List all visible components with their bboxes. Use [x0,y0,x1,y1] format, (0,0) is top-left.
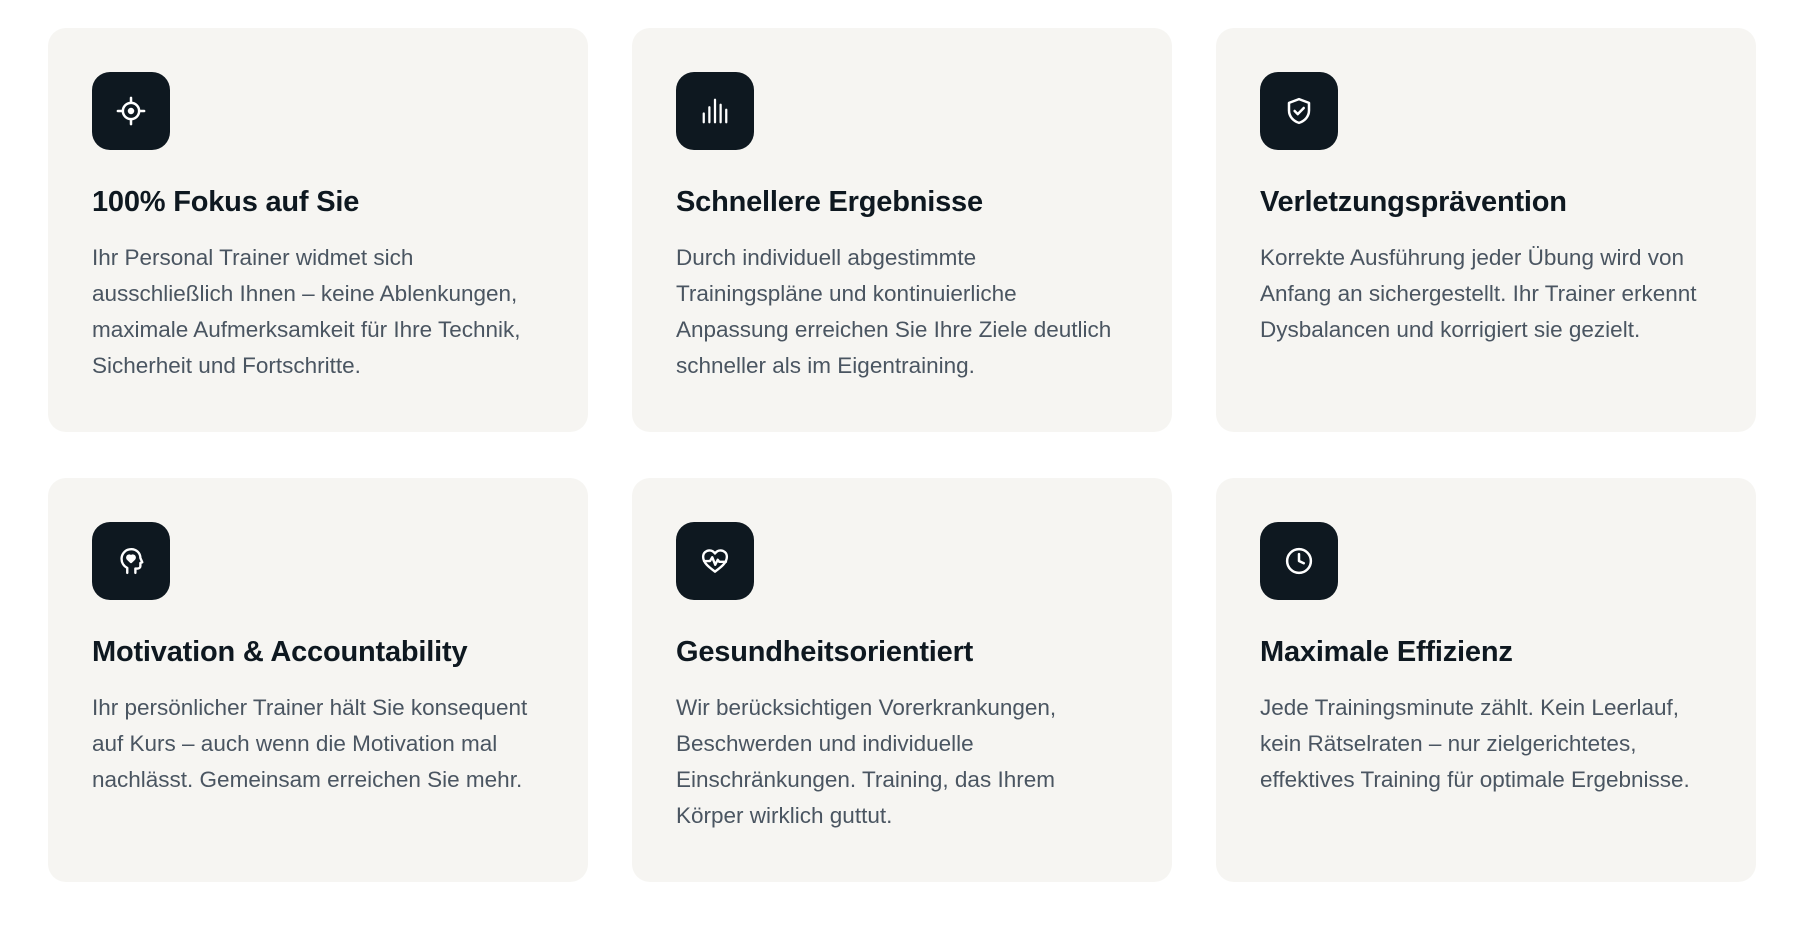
crosshair-icon [92,72,170,150]
feature-description: Wir berücksichtigen Vorerkrankungen, Beschwerden und individuelle Einschränkungen. Training, das Ihrem Körper wirklich guttut. [676,695,1057,828]
feature-title: Schnellere Ergebnisse [676,186,983,218]
feature-description: Ihr persönlicher Trainer hält Sie konsequent auf Kurs – auch wenn die Motivation mal nachlässt. Gemeinsam erreichen Sie mehr. [92,695,528,792]
feature-description: Durch individuell abgestimmte Trainingspläne und kontinuierliche Anpassung erreichen Sie Ihre Ziele deutlich schneller als im Eigentraining. [676,245,1112,378]
shield-check-icon [1260,72,1338,150]
feature-card-motivation [48,478,588,882]
bar-chart-icon [676,72,754,150]
head-heart-icon [92,522,170,600]
feature-title: Maximale Effizienz [1260,636,1513,668]
feature-description: Korrekte Ausführung jeder Übung wird von Anfang an sichergestellt. Ihr Trainer erkennt Dysbalancen und korrigiert sie gezielt. [1260,245,1697,342]
feature-description: Jede Trainingsminute zählt. Kein Leerlauf, kein Rätselraten – nur zielgerichtetes, effektives Training für optimale Ergebnisse. [1260,695,1690,792]
feature-card-efficiency [1216,478,1756,882]
features-grid [48,28,1756,882]
clock-icon [1260,522,1338,600]
feature-card-health [632,478,1172,882]
feature-title: Verletzungsprävention [1260,186,1567,218]
feature-card-injury-prevention [1216,28,1756,432]
feature-card-focus [48,28,588,432]
feature-card-results [632,28,1172,432]
feature-description: Ihr Personal Trainer widmet sich ausschließlich Ihnen – keine Ablenkungen, maximale Aufmerksamkeit für Ihre Technik, Sicherheit und Fortschritte. [92,245,521,378]
feature-title: Gesundheitsorientiert [676,636,974,668]
feature-title: Motivation & Accountability [92,636,468,668]
heart-pulse-icon [676,522,754,600]
feature-title: 100% Fokus auf Sie [92,186,360,218]
